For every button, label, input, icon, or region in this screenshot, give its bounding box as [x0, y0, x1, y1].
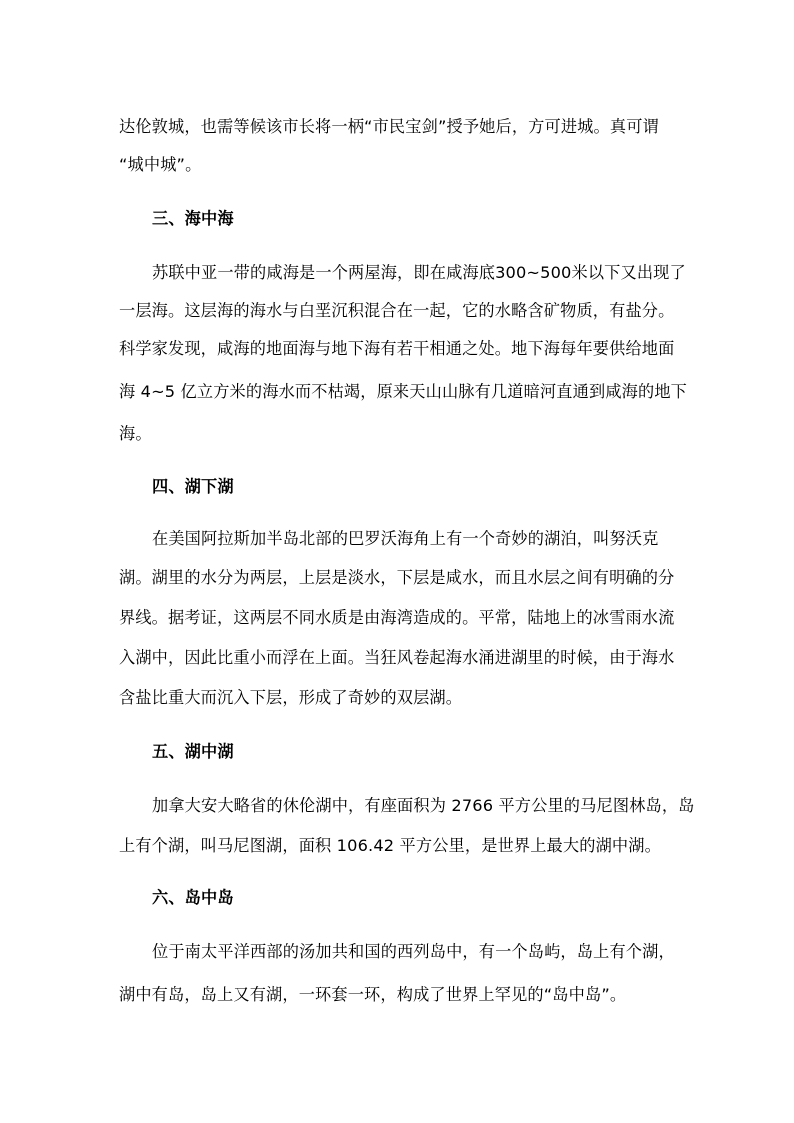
paragraph-line: 湖。湖里的水分为两层，上层是淡水，下层是咸水，而且水层之间有明确的分 [119, 568, 675, 587]
paragraph-line: 上有个湖，叫马尼图湖，面积 106.42 平方公里，是世界上最大的湖中湖。 [119, 836, 661, 855]
paragraph-line: “城中城”。 [119, 155, 202, 174]
paragraph-line: 入湖中，因此比重小而浮在上面。当狂风卷起海水涌进湖里的时候，由于海水 [119, 648, 675, 667]
paragraph-line: 在美国阿拉斯加半岛北部的巴罗沃海角上有一个奇妙的湖泊，叫努沃克 [152, 529, 659, 548]
paragraph-line: 海 4~5 亿立方米的海水而不枯竭，原来天山山脉有几道暗河直通到咸海的地下 [119, 382, 687, 401]
paragraph-line: 海。 [119, 424, 152, 443]
section-heading: 四、湖下湖 [152, 477, 234, 496]
paragraph-line: 位于南太平洋西部的汤加共和国的西列岛中，有一个岛屿，岛上有个湖， [152, 942, 675, 961]
paragraph-line: 加拿大安大略省的休伦湖中，有座面积为 2766 平方公里的马尼图林岛，岛 [152, 796, 695, 815]
section-heading: 五、湖中湖 [152, 742, 234, 761]
section-heading: 三、海中海 [152, 209, 234, 228]
paragraph-line: 科学家发现，咸海的地面海与地下海有若干相通之处。地下海每年要供给地面 [119, 339, 675, 358]
paragraph-line: 湖中有岛，岛上又有湖，一环套一环，构成了世界上罕见的“岛中岛”。 [119, 985, 627, 1004]
paragraph-line: 达伦敦城，也需等候该市长将一柄“市民宝剑”授予她后，方可进城。真可谓 [119, 117, 659, 136]
paragraph-line: 苏联中亚一带的咸海是一个两屋海，即在咸海底300~500米以下又出现了 [152, 263, 686, 282]
section-heading: 六、岛中岛 [152, 888, 234, 907]
paragraph-line: 含盐比重大而沉入下层，形成了奇妙的双层湖。 [119, 688, 463, 707]
paragraph-line: 界线。据考证，这两层不同水质是由海湾造成的。平常，陆地上的冰雪雨水流 [119, 608, 675, 627]
paragraph-line: 一层海。这层海的海水与白垩沉积混合在一起，它的水略含矿物质，有盐分。 [119, 301, 675, 320]
